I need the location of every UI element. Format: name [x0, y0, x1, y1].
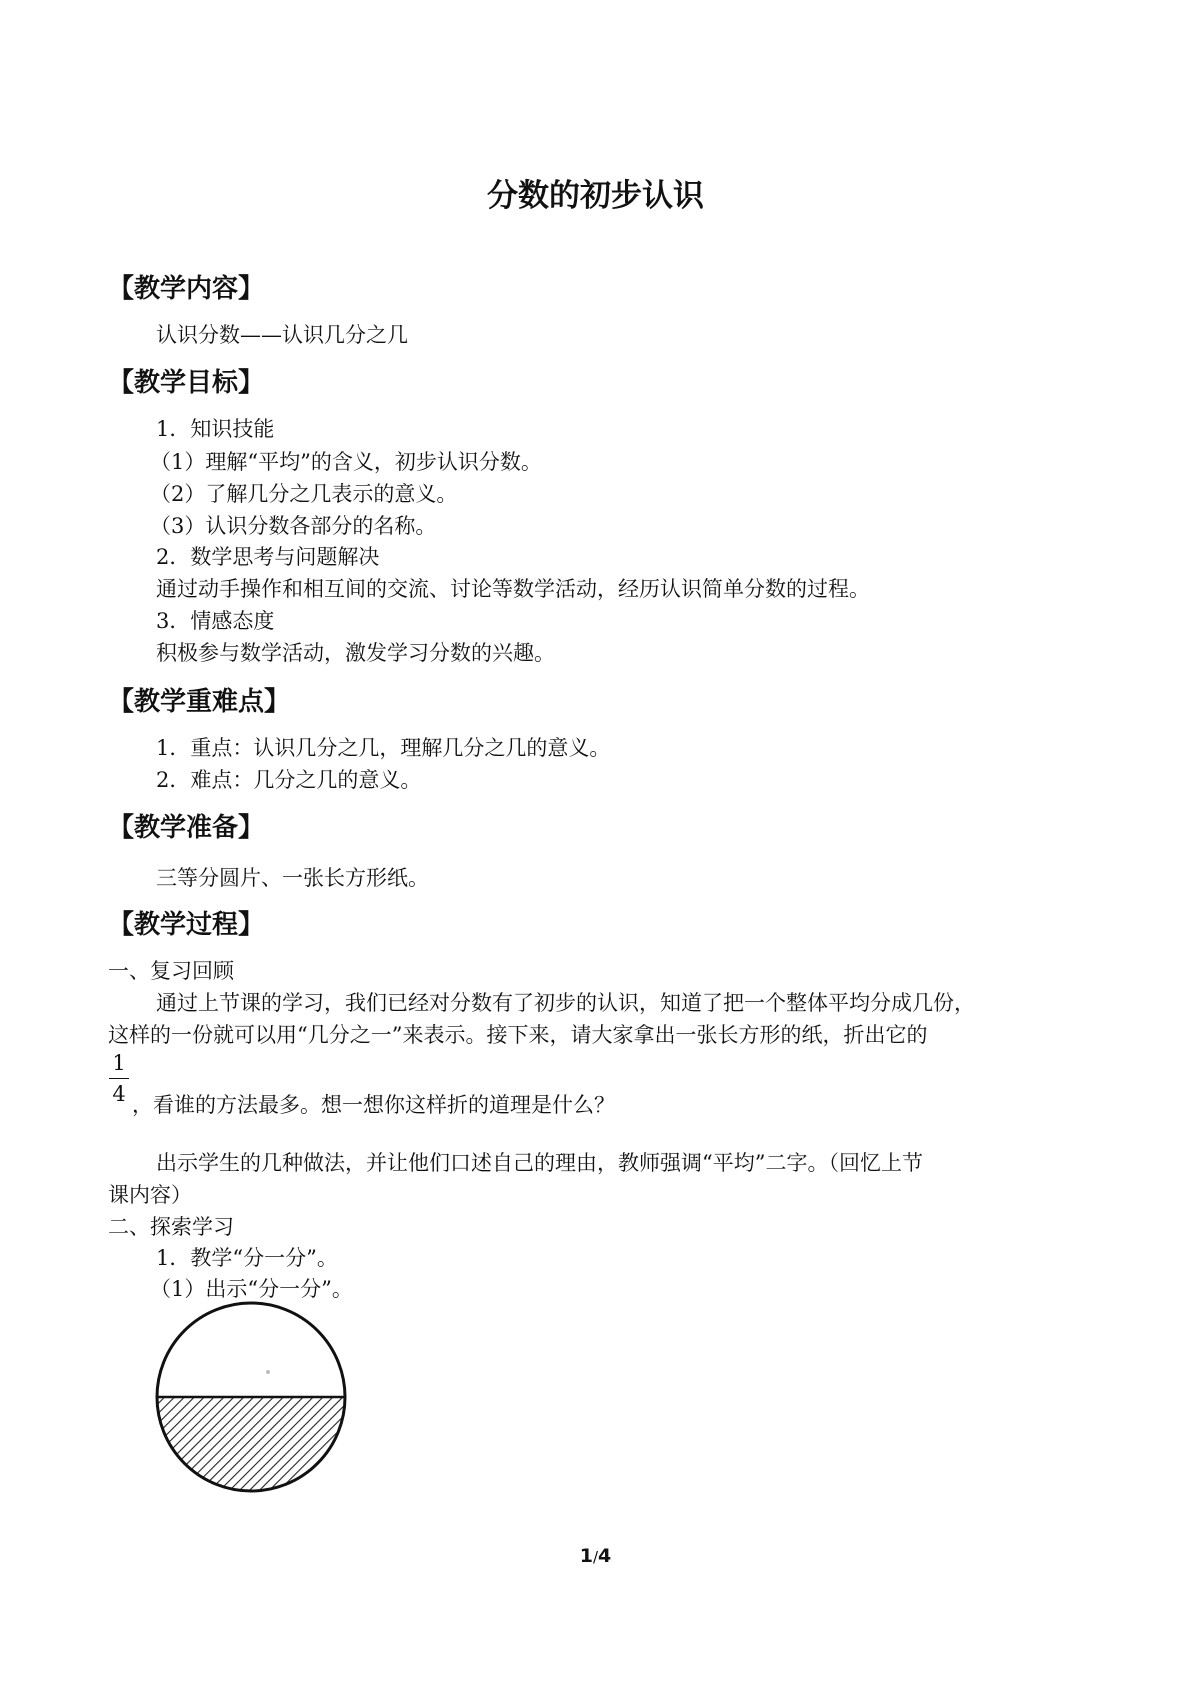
page-separator: / [592, 1548, 599, 1566]
fraction-bar [109, 1078, 129, 1079]
review-paragraph-line: 这样的一份就可以用“几分之一”来表示。接下来，请大家拿出一张长方形的纸，折出它的 [108, 1023, 928, 1047]
heading-teaching-goals: 【教学目标】 [108, 368, 265, 398]
key-point-line: 1．重点：认识几分之几，理解几分之几的意义。 [156, 736, 611, 760]
goal-line: 1．知识技能 [156, 417, 275, 441]
goal-line: （3）认识分数各部分的名称。 [150, 514, 437, 538]
heading-preparation: 【教学准备】 [108, 813, 265, 843]
review-paragraph-line: 课内容） [108, 1183, 192, 1207]
goal-line: 积极参与数学活动，激发学习分数的兴趣。 [156, 641, 555, 665]
half-shaded-circle-figure [153, 1299, 349, 1495]
review-paragraph-line: ，看谁的方法最多。想一想你这样折的道理是什么？ [132, 1093, 615, 1117]
current-page: 1 [579, 1545, 593, 1567]
heading-teaching-process: 【教学过程】 [108, 910, 265, 940]
review-paragraph-line: 通过上节课的学习，我们已经对分数有了初步的认识，知道了把一个整体平均分成几份， [156, 991, 975, 1015]
goal-line: 通过动手操作和相互间的交流、讨论等数学活动，经历认识简单分数的过程。 [156, 577, 870, 601]
goal-line: （2）了解几分之几表示的意义。 [150, 482, 458, 506]
key-point-line: 2．难点：几分之几的意义。 [156, 768, 422, 792]
fraction-denominator: 4 [112, 1082, 126, 1106]
total-pages: 4 [598, 1545, 612, 1567]
preparation-text: 三等分圆片、一张长方形纸。 [156, 866, 429, 890]
teaching-content-text: 认识分数——认识几分之几 [156, 323, 408, 347]
page-number [0, 1545, 1191, 1567]
review-title: 一、复习回顾 [108, 959, 234, 983]
goal-line: 2．数学思考与问题解决 [156, 545, 380, 569]
heading-key-points: 【教学重难点】 [108, 687, 291, 717]
review-paragraph-line: 出示学生的几种做法，并让他们口述自己的理由，教师强调“平均”二字。（回忆上节 [156, 1151, 923, 1175]
document-title: 分数的初步认识 [487, 178, 704, 214]
heading-teaching-content: 【教学内容】 [108, 274, 265, 304]
fraction-one-quarter [108, 1050, 130, 1107]
explore-item: 1．教学“分一分”。 [156, 1246, 338, 1270]
fraction-numerator: 1 [112, 1051, 126, 1075]
center-dot [266, 1370, 270, 1374]
explore-subitem: （1）出示“分一分”。 [150, 1277, 353, 1301]
goal-line: （1）理解“平均”的含义，初步认识分数。 [150, 450, 542, 474]
explore-title: 二、探索学习 [108, 1215, 234, 1239]
goal-line: 3．情感态度 [156, 609, 275, 633]
